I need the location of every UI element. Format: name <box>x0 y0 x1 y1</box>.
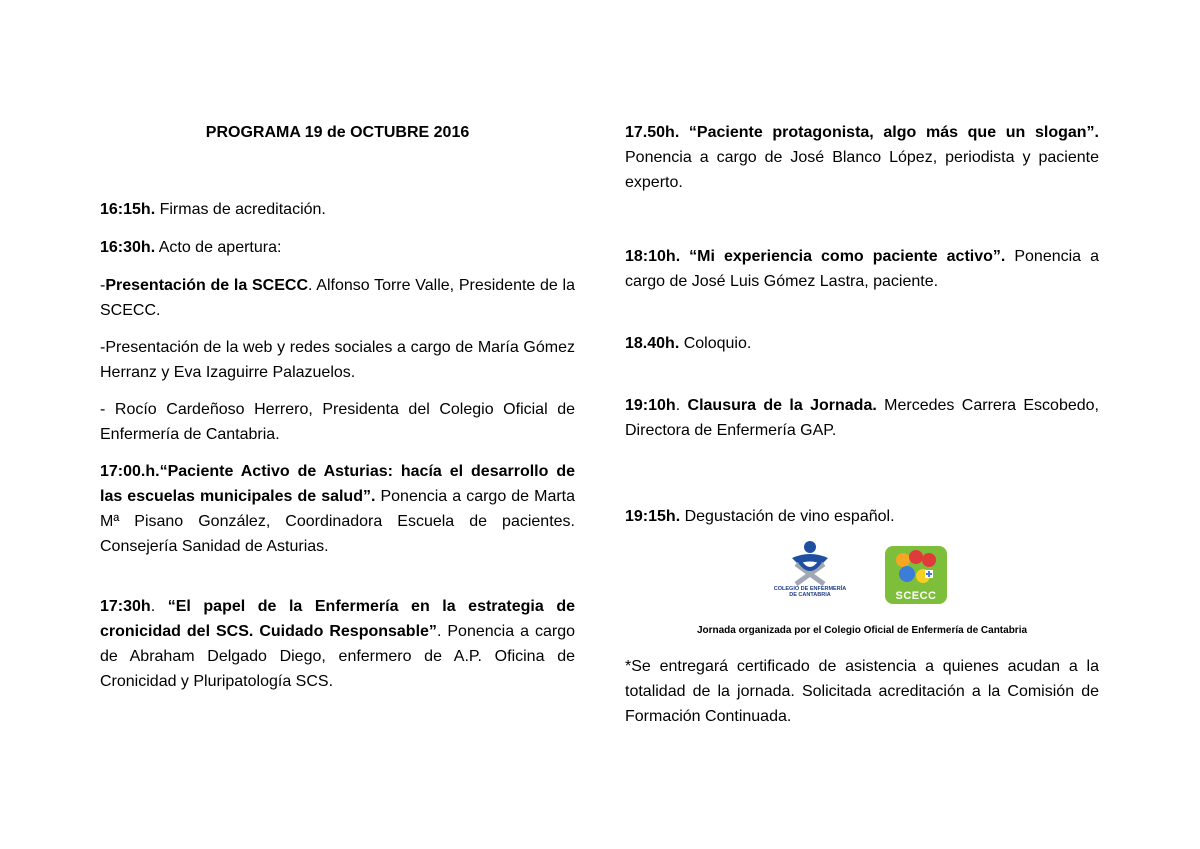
item-firmas-time: 16:15h. <box>100 201 156 218</box>
item-presentacion-scecc-bold: Presentación de la SCECC <box>105 277 308 294</box>
item-firmas <box>100 197 575 222</box>
item-apertura <box>100 235 575 260</box>
item-clausura <box>625 393 1099 443</box>
colegio-enfermeria-emblem-icon <box>770 540 850 586</box>
item-degustacion-text: Degustación de vino español. <box>680 508 895 525</box>
item-presentacion-scecc <box>100 273 575 323</box>
program-title: PROGRAMA 19 de OCTUBRE 2016 <box>205 124 470 141</box>
item-presentacion-web: -Presentación de la web y redes sociales a cargo de María Gómez Herranz y Eva Izaguirre Palazuelos. <box>100 339 575 381</box>
item-firmas-text: Firmas de acreditación. <box>155 201 326 218</box>
item-experiencia-text: Ponencia a cargo de José Luis Gómez Lastra, paciente. <box>625 248 1099 290</box>
item-coloquio <box>625 331 1099 356</box>
colegio-enfermeria-logo <box>770 540 850 606</box>
scecc-logo-text: SCECC <box>895 590 937 602</box>
item-apertura-time: 16:30h. <box>100 239 156 256</box>
item-clausura-time: 19:10h <box>625 397 676 414</box>
item-asturias-text: Ponencia a cargo de Marta Mª Pisano González, Coordinadora Escuela de pacientes. Consejería Sanidad de Asturias. <box>100 488 576 555</box>
item-degustacion-bold: 19:15h. <box>625 508 681 525</box>
item-papel-dot: . <box>150 598 168 615</box>
colegio-enfermeria-logo-text: COLEGIO DE ENFERMERÍA DE CANTABRIA <box>773 586 847 598</box>
item-experiencia <box>625 244 1099 294</box>
item-protagonista-text: Ponencia a cargo de José Blanco López, periodista y paciente experto. <box>625 149 1099 191</box>
item-protagonista <box>625 120 1099 195</box>
item-clausura-text: Mercedes Carrera Escobedo, Directora de Enfermería GAP. <box>625 397 1099 439</box>
item-experiencia-bold: 18:10h. “Mi experiencia como paciente activo”. <box>625 248 1006 265</box>
item-degustacion <box>625 504 1099 529</box>
scecc-logo <box>885 546 947 604</box>
item-coloquio-bold: 18.40h. <box>625 335 680 352</box>
item-protagonista-bold: 17.50h. “Paciente protagonista, algo más que un slogan”. <box>625 124 1099 141</box>
item-asturias <box>100 459 575 559</box>
item-coloquio-text: Coloquio. <box>679 335 752 352</box>
item-papel-text: . Ponencia a cargo de Abraham Delgado Diego, enfermero de A.P. Oficina de Cronicidad y Pluripatología SCS. <box>100 623 576 690</box>
organizer-caption: Jornada organizada por el Colegio Oficial de Enfermería de Cantabria <box>696 625 1028 636</box>
logos <box>625 540 1099 610</box>
item-papel-time: 17:30h <box>100 598 151 615</box>
item-clausura-dot: . <box>675 397 688 414</box>
item-papel-bold: “El papel de la Enfermería en la estrategia de cronicidad del SCS. Cuidado Responsable” <box>100 598 576 640</box>
item-asturias-bold: 17:00.h.“Paciente Activo de Asturias: hacía el desarrollo de las escuelas municipales de salud”. <box>100 463 575 505</box>
item-apertura-text: Acto de apertura: <box>155 239 282 256</box>
item-rocio: - Rocío Cardeñoso Herrero, Presidenta del Colegio Oficial de Enfermería de Cantabria. <box>100 401 575 443</box>
item-presentacion-scecc-dash: - <box>100 277 106 294</box>
certificate-note: *Se entregará certificado de asistencia a quienes acudan a la totalidad de la jornada. Solicitada acreditación a la Comisión de Formación Continuada. <box>625 658 1099 725</box>
item-clausura-bold: Clausura de la Jornada. <box>687 397 877 414</box>
item-presentacion-scecc-text: . Alfonso Torre Valle, Presidente de la SCECC. <box>100 277 576 319</box>
item-papel-enfermeria <box>100 594 575 694</box>
scecc-emblem-icon <box>885 546 947 590</box>
